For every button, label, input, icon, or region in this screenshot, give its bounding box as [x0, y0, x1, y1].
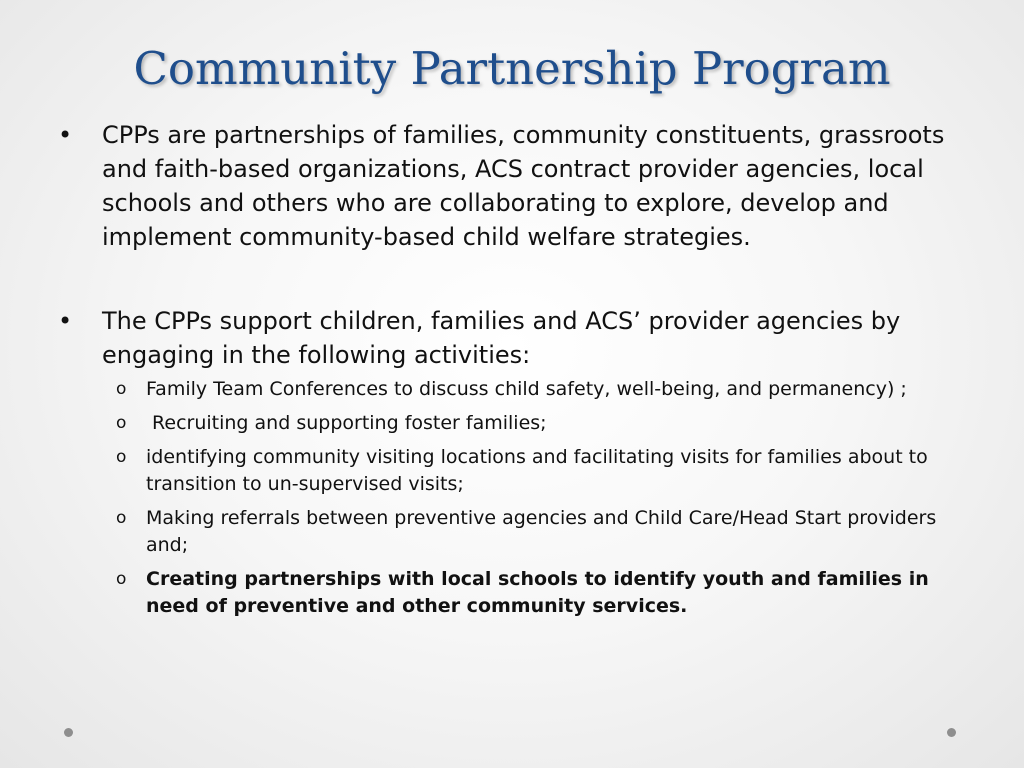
sub-marker: o — [116, 413, 127, 433]
sub-text: identifying community visiting locations and facilitating visits for families about to transition to un-supervised visits; — [146, 446, 928, 495]
sub-marker: o — [116, 569, 127, 589]
sub-item — [58, 410, 968, 437]
bullet-marker: • — [58, 307, 73, 335]
sub-item-bold — [58, 566, 968, 620]
bullet-item — [58, 304, 968, 372]
sub-item — [58, 376, 968, 403]
slide-content — [58, 118, 968, 627]
sub-marker: o — [116, 379, 127, 399]
sub-item — [58, 444, 968, 498]
bullet-item — [58, 118, 968, 254]
decorative-dot-left — [64, 728, 73, 737]
bullet-text: CPPs are partnerships of families, community constituents, grassroots and faith-based organizations, ACS contract provider agencies, local schools and others who are collaborating to explore, develop and implement community-based child welfare strategies. — [102, 121, 945, 251]
sub-list — [58, 376, 968, 620]
sub-marker: o — [116, 508, 127, 528]
slide-title: Community Partnership Program — [133, 42, 891, 95]
sub-text-bold: Creating partnerships with local schools to identify youth and families in need of preventive and other community services. — [146, 568, 929, 617]
sub-item — [58, 505, 968, 559]
sub-text: Recruiting and supporting foster families; — [146, 412, 547, 434]
sub-text: Family Team Conferences to discuss child safety, well-being, and permanency) ; — [146, 378, 907, 400]
sub-text: Making referrals between preventive agencies and Child Care/Head Start providers and; — [146, 507, 937, 556]
bullet-marker: • — [58, 121, 73, 149]
sub-marker: o — [116, 447, 127, 467]
decorative-dot-right — [947, 728, 956, 737]
bullet-text: The CPPs support children, families and ACS’ provider agencies by engaging in the following activities: — [102, 307, 901, 369]
